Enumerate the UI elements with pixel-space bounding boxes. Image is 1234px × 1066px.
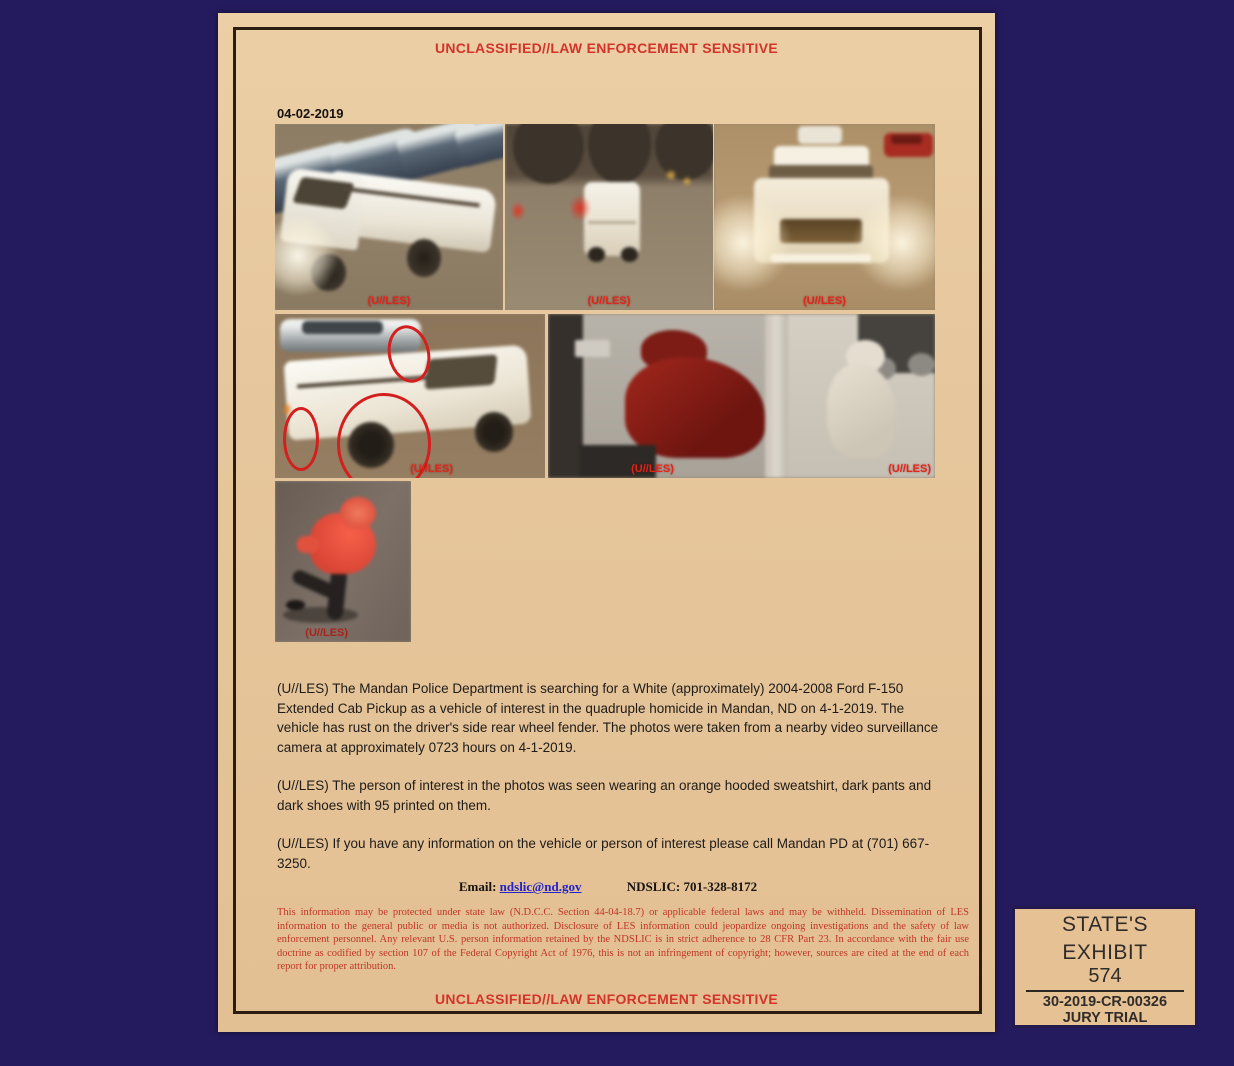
person-arm	[297, 536, 319, 554]
background-light	[682, 176, 692, 186]
truck-side-scene	[275, 124, 503, 310]
photo-classification-caption: (U//LES)	[631, 463, 674, 475]
ndslic-phone: NDSLIC: 701-328-8172	[626, 879, 758, 894]
paragraph-vehicle-description: (U//LES) The Mandan Police Department is searching for a White (approximately) 2004-2008 Ford F-150 Extended Cab Pickup as a vehicle of interest in the quadruple homicide in Mandan, ND on 4-1-2019. The vehicle has rust on the driver's side rear wheel fender. The photos were taken from a nearby video surveillance camera at approximately 0723 hours on 4-1-2019.	[277, 681, 939, 755]
paragraph-person-description: (U//LES) The person of interest in the photos was seen wearing an orange hooded sweatshirt, dark pants and dark shoes with 95 printed on them.	[277, 778, 932, 813]
surveillance-photo-person-walking	[275, 481, 411, 642]
photo-classification-caption: (U//LES)	[410, 463, 453, 475]
email-label: Email:	[458, 879, 497, 894]
classification-banner-bottom: UNCLASSIFIED//LAW ENFORCEMENT SENSITIVE	[434, 991, 779, 1007]
surveillance-photo-truck-annotated	[275, 314, 545, 478]
background-white-vehicle	[798, 126, 842, 145]
pickup-cab-window	[425, 354, 498, 389]
truck-rear-scene	[505, 124, 713, 310]
bulletin-page	[218, 13, 995, 1032]
truck-front-scene	[714, 124, 935, 310]
gas-pump-post	[548, 314, 583, 478]
exhibit-stamp-line2: EXHIBIT	[1062, 941, 1148, 964]
photo-classification-caption: (U//LES)	[367, 295, 411, 307]
exhibit-stamp-divider	[1026, 990, 1184, 992]
contact-line	[277, 879, 939, 895]
truck-roof	[774, 146, 869, 166]
tailgate-line	[588, 221, 636, 224]
surveillance-photo-truck-side-view	[275, 124, 503, 310]
photo-classification-caption: (U//LES)	[587, 295, 631, 307]
exhibit-number: 574	[1088, 965, 1122, 987]
exhibit-case-number: 30-2019-CR-00326	[1042, 994, 1168, 1010]
red-car-window	[891, 135, 922, 144]
sedan-windows	[302, 321, 383, 334]
classification-banner-top: UNCLASSIFIED//LAW ENFORCEMENT SENSITIVE	[434, 40, 779, 56]
exhibit-proceeding: JURY TRIAL	[1062, 1010, 1148, 1026]
person-walking-scene	[275, 481, 411, 642]
paragraph-contact-request: (U//LES) If you have any information on the vehicle or person of interest please call Mandan PD at (701) 667-3250.	[277, 836, 930, 871]
surveillance-photo-truck-front-view	[714, 124, 935, 310]
pickup-front-wheel	[475, 412, 513, 451]
surveillance-photo-person-of-interest	[548, 314, 935, 478]
pickup-wheel	[588, 247, 605, 262]
frame-divider	[765, 314, 788, 478]
exhibit-stamp	[1012, 906, 1198, 1028]
pickup-wheel	[621, 247, 638, 262]
photo-classification-caption: (U//LES)	[803, 295, 846, 307]
white-pickup-rear	[584, 182, 640, 256]
pump-panel	[575, 340, 610, 356]
email-link[interactable]: ndslic@nd.gov	[499, 879, 582, 894]
photo-classification-caption: (U//LES)	[305, 627, 349, 639]
person-of-interest-scene	[548, 314, 935, 478]
exhibit-stamp-line1: STATE'S	[1061, 913, 1149, 936]
bulletin-body-text	[277, 679, 939, 892]
photo-classification-caption: (U//LES)	[888, 463, 931, 475]
surveillance-photo-truck-rear-view	[505, 124, 713, 310]
les-disclaimer-text: This information may be protected under state law (N.D.C.C. Section 44-04-18.7) or applicable federal laws and may be withheld. Dissemination of LES information to the general public or media is not authorized. Disclosure of LES information could jeopardize ongoing investigations and the safety of law enforcement personnel. Any relevant U.S. person information retained by the NDSLIC is in strict adherence to 28 CFR Part 23. In accordance with the fair use doctrine as codified by section 107 of the Federal Copyright Act of 1976, this is not an infringement of copyright; however, sources are cited at the end of each report for proper attribution.	[277, 907, 969, 972]
pickup-wheel	[407, 239, 441, 276]
person-shoe	[286, 600, 305, 610]
orange-hood	[340, 497, 375, 529]
background-light	[665, 169, 677, 181]
bulletin-date: 04-02-2019	[277, 106, 344, 121]
